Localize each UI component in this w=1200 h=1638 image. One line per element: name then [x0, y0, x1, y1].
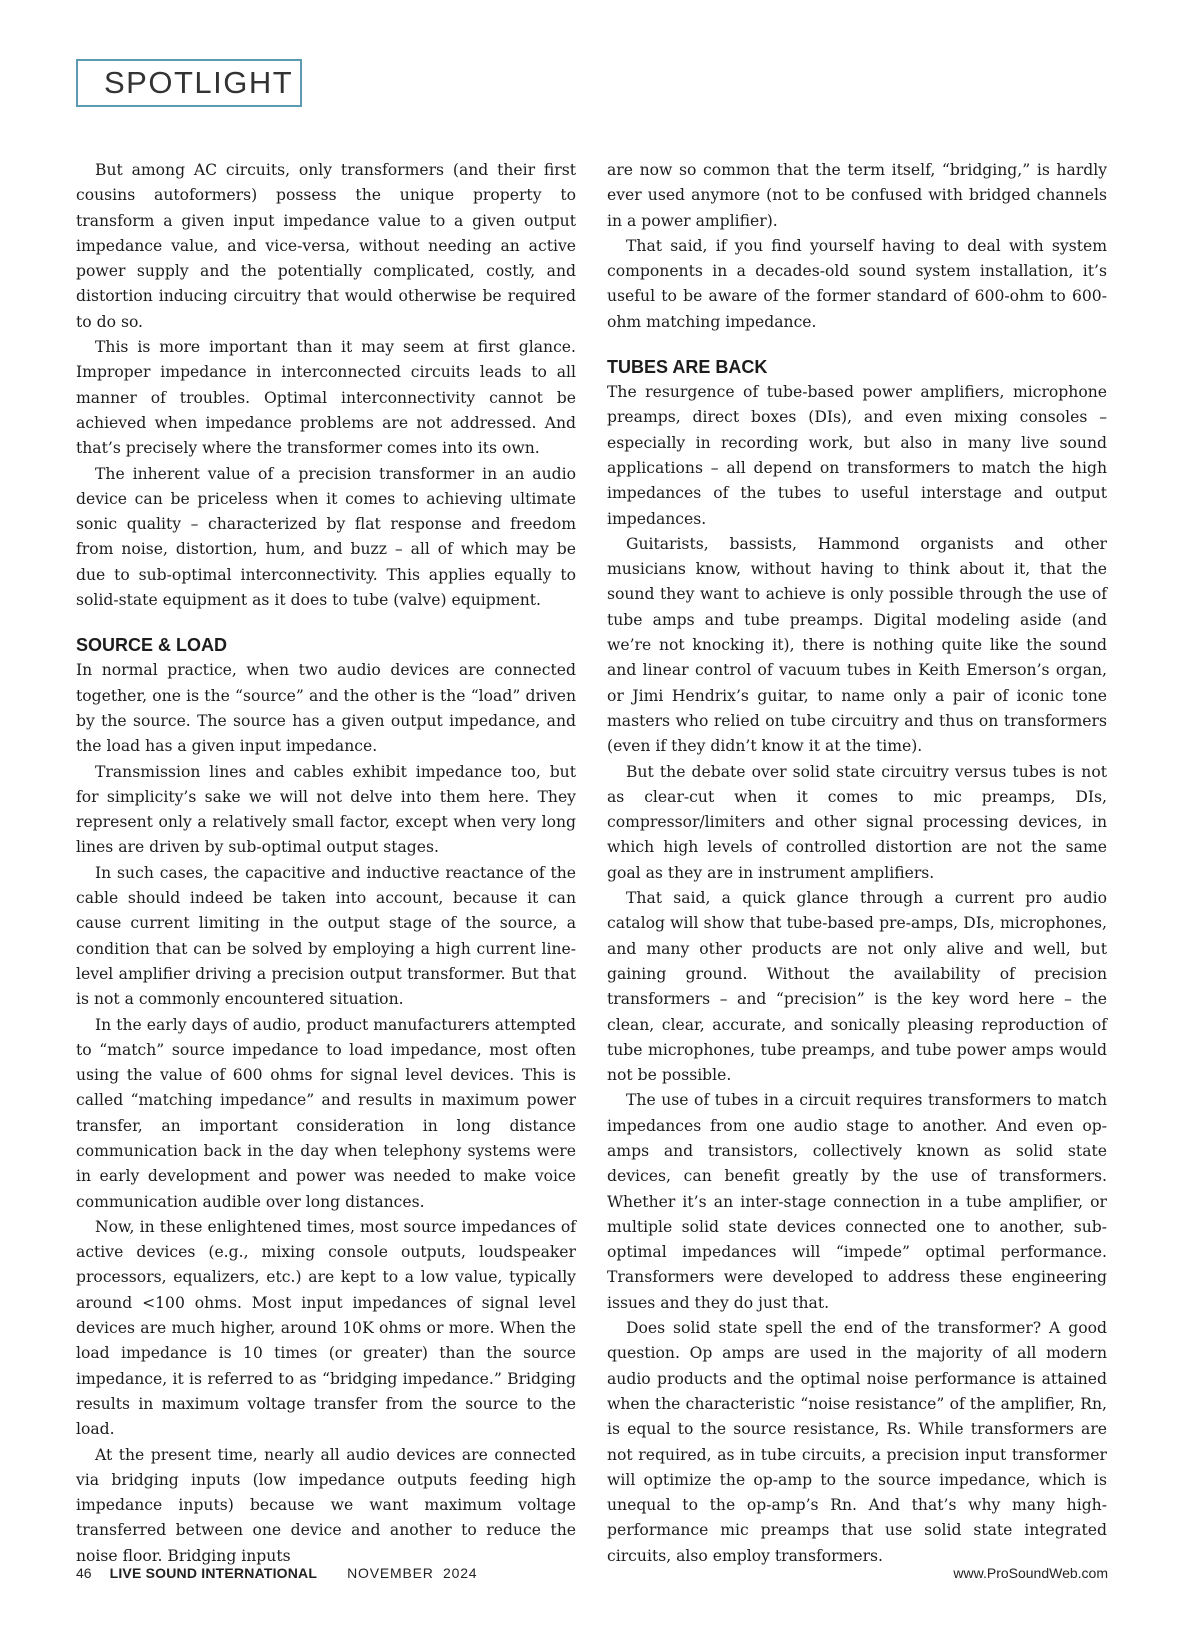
body-paragraph: In normal practice, when two audio devices are connected together, one is the “source” and the other is the “load” driven by the source. The source has a given output impedance, and the load has a given input impedance.	[76, 661, 576, 756]
body-paragraph: But among AC circuits, only transformers (and their first cousins autoformers) possess the unique property to transform a given input impedance value to a given output impedance value, and vice-versa, without needing an active power supply and the potentially complicated, costly, and distortion inducing circuitry that would otherwise be required to do so.	[76, 161, 576, 331]
issue-date: NOVEMBER 2024	[347, 1565, 478, 1581]
page-footer	[76, 1565, 1108, 1581]
body-paragraph: The use of tubes in a circuit requires transformers to match impedances from one audio stage to another. And even op-amps and transistors, collectively known as solid state devices, can benefit greatly by the use of transformers. Whether it’s an inter-stage connection in a tube amplifier, or multiple solid state devices connected one to another, sub-optimal impedances will “impede” optimal performance. Transformers were developed to address these engineering issues and they do just that.	[607, 1091, 1107, 1312]
body-paragraph: are now so common that the term itself, “bridging,” is hardly ever used anymore (not to be confused with bridged channels in a power amplifier).	[607, 161, 1107, 230]
section-label	[76, 59, 302, 107]
body-paragraph: The resurgence of tube-based power amplifiers, microphone preamps, direct boxes (DIs), and even mixing consoles – especially in recording work, but also in many live sound applications – all depend on transformers to match the high impedances of the tubes to useful interstage and output impedances.	[607, 383, 1107, 528]
body-paragraph: The inherent value of a precision transformer in an audio device can be priceless when it comes to achieving ultimate sonic quality – characterized by flat response and freedom from noise, distortion, hum, and buzz – all of which may be due to sub-optimal interconnectivity. This applies equally to solid-state equipment as it does to tube (valve) equipment.	[76, 464, 576, 610]
section-heading: SOURCE & LOAD	[76, 635, 228, 656]
page-number: 46	[76, 1565, 92, 1581]
body-paragraph: Transmission lines and cables exhibit impedance too, but for simplicity’s sake we will not delve into them here. They represent only a relatively small factor, except when very long lines are driven by sub-optimal output stages.	[76, 762, 576, 857]
body-paragraph: That said, if you find yourself having to deal with system components in a decades-old sound system installation, it’s useful to be aware of the former standard of 600-ohm to 600-ohm matching impedance.	[607, 236, 1107, 331]
body-paragraph: Guitarists, bassists, Hammond organists and other musicians know, without having to think about it, that the sound they want to achieve is only possible through the use of tube amps and tube preamps. Digital modeling aside (and we’re not knocking it), there is nothing quite like the sound and linear control of vacuum tubes in Keith Emerson’s organ, or Jimi Hendrix’s guitar, to name only a pair of iconic tone masters who relied on tube circuitry and thus on transformers (even if they didn’t know it at the time).	[607, 534, 1107, 756]
section-heading: TUBES ARE BACK	[607, 357, 768, 378]
section-label-text: SPOTLIGHT	[104, 65, 294, 100]
body-paragraph: At the present time, nearly all audio devices are connected via bridging inputs (low impedance outputs feeding high impedance inputs) because we want maximum voltage transferred between one device and another to reduce the noise floor. Bridging inputs	[76, 1445, 576, 1565]
body-paragraph: Now, in these enlightened times, most source impedances of active devices (e.g., mixing console outputs, loudspeaker processors, equalizers, etc.) are kept to a low value, typically around <100 ohms. Most input impedances of signal level devices are much higher, around 10K ohms or more. When the load impedance is 10 times (or greater) than the source impedance, it is referred to as “bridging impedance.” Bridging results in maximum voltage transfer from the source to the load.	[76, 1217, 576, 1439]
body-paragraph: That said, a quick glance through a current pro audio catalog will show that tube-based pre-amps, DIs, microphones, and many other products are not only alive and well, but gaining ground. Without the availability of precision transformers – and “precision” is the key word here – the clean, clear, accurate, and sonically pleasing reproduction of tube microphones, tube preamps, and tube power amps would not be possible.	[607, 889, 1107, 1085]
body-paragraph: In such cases, the capacitive and inductive reactance of the cable should indeed be taken into account, because it can cause current limiting in the output stage of the source, a condition that can be solved by employing a high current line-level amplifier driving a precision output transformer. But that is not a commonly encountered situation.	[76, 863, 576, 1009]
left-column	[76, 158, 576, 1569]
body-paragraph: In the early days of audio, product manufacturers attempted to “match” source impedance to load impedance, most often using the value of 600 ohms for signal level devices. This is called “matching impedance” and results in maximum power transfer, an important consideration in long distance communication back in the day when telephony systems were in early development and power was needed to make voice communication audible over long distances.	[76, 1015, 576, 1211]
website-link[interactable]: www.ProSoundWeb.com	[953, 1565, 1108, 1581]
body-paragraph: Does solid state spell the end of the transformer? A good question. Op amps are used in the majority of all modern audio products and the optimal noise performance is attained when the characteristic “noise resistance” of the amplifier, Rn, is equal to the source resistance, Rs. While transformers are not required, as in tube circuits, a precision input transformer will optimize the op-amp to the source impedance, which is unequal to the op-amp’s Rn. And that’s why many high-performance mic preamps that use solid state integrated circuits, also employ transformers.	[607, 1319, 1107, 1565]
body-paragraph: But the debate over solid state circuitry versus tubes is not as clear-cut when it comes to mic preamps, DIs, compressor/limiters and other signal processing devices, in which high levels of controlled distortion are not the same goal as they are in instrument amplifiers.	[607, 762, 1107, 882]
magazine-name: LIVE SOUND INTERNATIONAL	[109, 1565, 318, 1581]
body-paragraph: This is more important than it may seem at first glance. Improper impedance in interconnected circuits leads to all manner of troubles. Optimal interconnectivity cannot be achieved when impedance problems are not addressed. And that’s precisely where the transformer comes into its own.	[76, 338, 576, 458]
right-column	[607, 158, 1107, 1569]
